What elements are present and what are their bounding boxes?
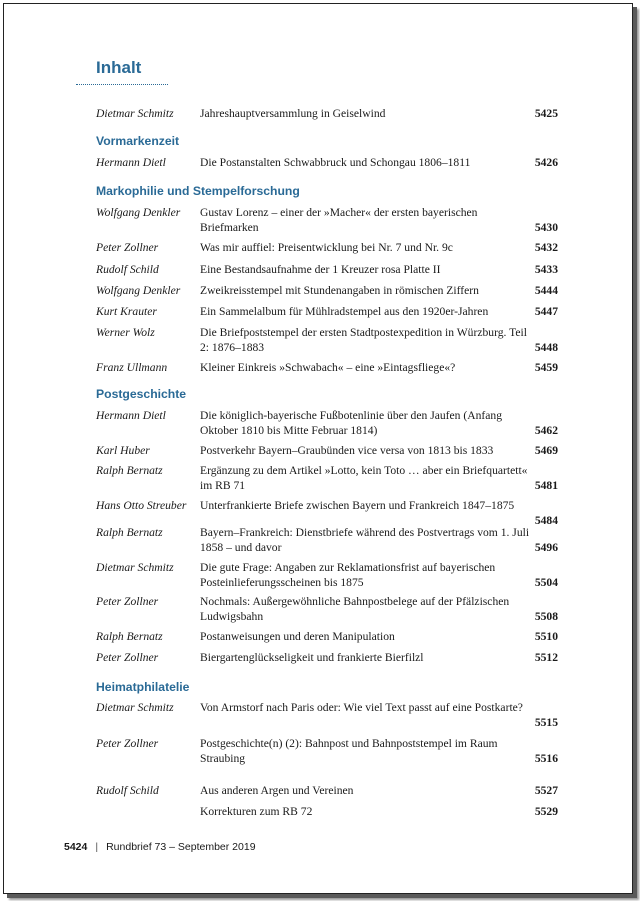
footer-page-number: 5424 xyxy=(64,841,88,853)
entry-author: Ralph Bernatz xyxy=(96,526,163,539)
entry-title: Von Armstorf nach Paris oder: Wie viel Text passt auf eine Postkarte? xyxy=(200,701,523,714)
entry-title: Bayern–Frankreich: Dienstbriefe während des Postvertrags vom 1. Juli 1858 – und davor xyxy=(200,526,530,554)
entry-author: Hermann Dietl xyxy=(96,156,166,169)
entry-author: Rudolf Schild xyxy=(96,263,159,276)
entry-title: Ergänzung zu dem Artikel »Lotto, kein Toto … aber ein Briefquartett« im RB 71 xyxy=(200,464,528,492)
entry-page: 5496 xyxy=(534,541,558,554)
section-heading-vormarkenzeit: Vormarkenzeit xyxy=(96,134,180,148)
page-footer xyxy=(64,841,256,853)
entry-author: Wolfgang Denkler xyxy=(96,206,181,219)
entry-title: Postanweisungen und deren Manipulation xyxy=(200,630,395,643)
entry-page: 5462 xyxy=(534,424,558,437)
entry-author: Werner Wolz xyxy=(96,326,155,339)
entry-title: Kleiner Einkreis »Schwabach« – eine »Eintagsfliege«? xyxy=(200,361,456,374)
entry-title: Postverkehr Bayern–Graubünden vice versa von 1813 bis 1833 xyxy=(200,444,494,457)
entry-title: Ein Sammelalbum für Mühlradstempel aus den 1920er-Jahren xyxy=(200,305,489,318)
entry-author: Dietmar Schmitz xyxy=(96,561,174,574)
entry-page: 5426 xyxy=(534,156,558,169)
entry-title: Zweikreisstempel mit Stundenangaben in römischen Ziffern xyxy=(200,284,479,297)
entry-title: Nochmals: Außergewöhnliche Bahnpostbelege auf der Pfälzischen Ludwigsbahn xyxy=(200,595,510,623)
entry-title: Gustav Lorenz – einer der »Macher« der ersten bayerischen Briefmarken xyxy=(200,206,478,234)
entry-page: 5433 xyxy=(534,263,558,276)
section-heading-heimatphilatelie: Heimatphilatelie xyxy=(96,680,190,694)
entry-title: Die gute Frage: Angaben zur Reklamationsfrist auf bayerischen Posteinlieferungsscheinen bis 1875 xyxy=(200,561,496,589)
entry-author: Wolfgang Denkler xyxy=(96,284,181,297)
entry-title: Was mir auffiel: Preisentwicklung bei Nr. 7 und Nr. 9c xyxy=(200,241,453,254)
entry-title: Die königlich-bayerische Fußbotenlinie über den Jaufen (Anfang Oktober 1810 bis Mitte Februar 1814) xyxy=(200,409,502,437)
entry-author: Kurt Krauter xyxy=(96,305,157,318)
entry-page: 5447 xyxy=(534,305,558,318)
entry-author: Ralph Bernatz xyxy=(96,464,163,477)
section-heading-markophilie: Markophilie und Stempelforschung xyxy=(96,184,300,198)
entry-page: 5512 xyxy=(534,651,558,664)
entry-page: 5430 xyxy=(534,221,558,234)
entry-author: Hermann Dietl xyxy=(96,409,166,422)
entry-page: 5459 xyxy=(534,361,558,374)
entry-page: 5444 xyxy=(534,284,558,297)
entry-page: 5504 xyxy=(534,576,558,589)
entry-page: 5448 xyxy=(534,341,558,354)
entry-page: 5432 xyxy=(534,241,558,254)
entry-page: 5527 xyxy=(534,784,558,797)
entry-author: Dietmar Schmitz xyxy=(96,107,174,120)
entry-author: Ralph Bernatz xyxy=(96,630,163,643)
entry-page: 5484 xyxy=(534,514,558,527)
entry-page: 5425 xyxy=(534,107,558,120)
entry-page: 5510 xyxy=(534,630,558,643)
entry-author: Rudolf Schild xyxy=(96,784,159,797)
entry-title: Jahreshauptversammlung in Geiselwind xyxy=(200,107,386,120)
entry-author: Franz Ullmann xyxy=(96,361,168,374)
entry-author: Hans Otto Streuber xyxy=(96,499,187,512)
entry-page: 5516 xyxy=(534,752,558,765)
page-title: Inhalt xyxy=(96,58,142,77)
entry-author: Peter Zollner xyxy=(96,737,159,750)
entry-title: Unterfrankierte Briefe zwischen Bayern und Frankreich 1847–1875 xyxy=(200,499,515,512)
footer-issue: Rundbrief 73 – September 2019 xyxy=(106,841,256,853)
entry-title: Biergartenglückseligkeit und frankierte Bierfilzl xyxy=(200,651,424,664)
entry-title: Aus anderen Argen und Vereinen xyxy=(200,784,354,797)
entry-title: Postgeschichte(n) (2): Bahnpost und Bahnpoststempel im Raum Straubing xyxy=(200,737,498,765)
entry-page: 5481 xyxy=(534,479,558,492)
entry-author: Karl Huber xyxy=(96,444,150,457)
entry-author: Peter Zollner xyxy=(96,651,159,664)
entry-author: Dietmar Schmitz xyxy=(96,701,174,714)
entry-page: 5529 xyxy=(534,805,558,818)
entry-title: Korrekturen zum RB 72 xyxy=(200,805,313,818)
entry-page: 5515 xyxy=(534,716,558,729)
title-underline xyxy=(76,84,168,85)
footer-separator: | xyxy=(95,841,99,853)
entry-title: Die Postanstalten Schwabbruck und Schongau 1806–1811 xyxy=(200,156,471,169)
section-heading-postgeschichte: Postgeschichte xyxy=(96,387,187,401)
entry-title: Die Briefpoststempel der ersten Stadtpostexpedition in Würzburg. Teil 2: 1876–1883 xyxy=(200,326,527,354)
entry-author: Peter Zollner xyxy=(96,241,159,254)
entry-title: Eine Bestandsaufnahme der 1 Kreuzer rosa Platte II xyxy=(200,263,441,276)
entry-page: 5469 xyxy=(534,444,558,457)
entry-author: Peter Zollner xyxy=(96,595,159,608)
entry-page: 5508 xyxy=(534,610,558,623)
